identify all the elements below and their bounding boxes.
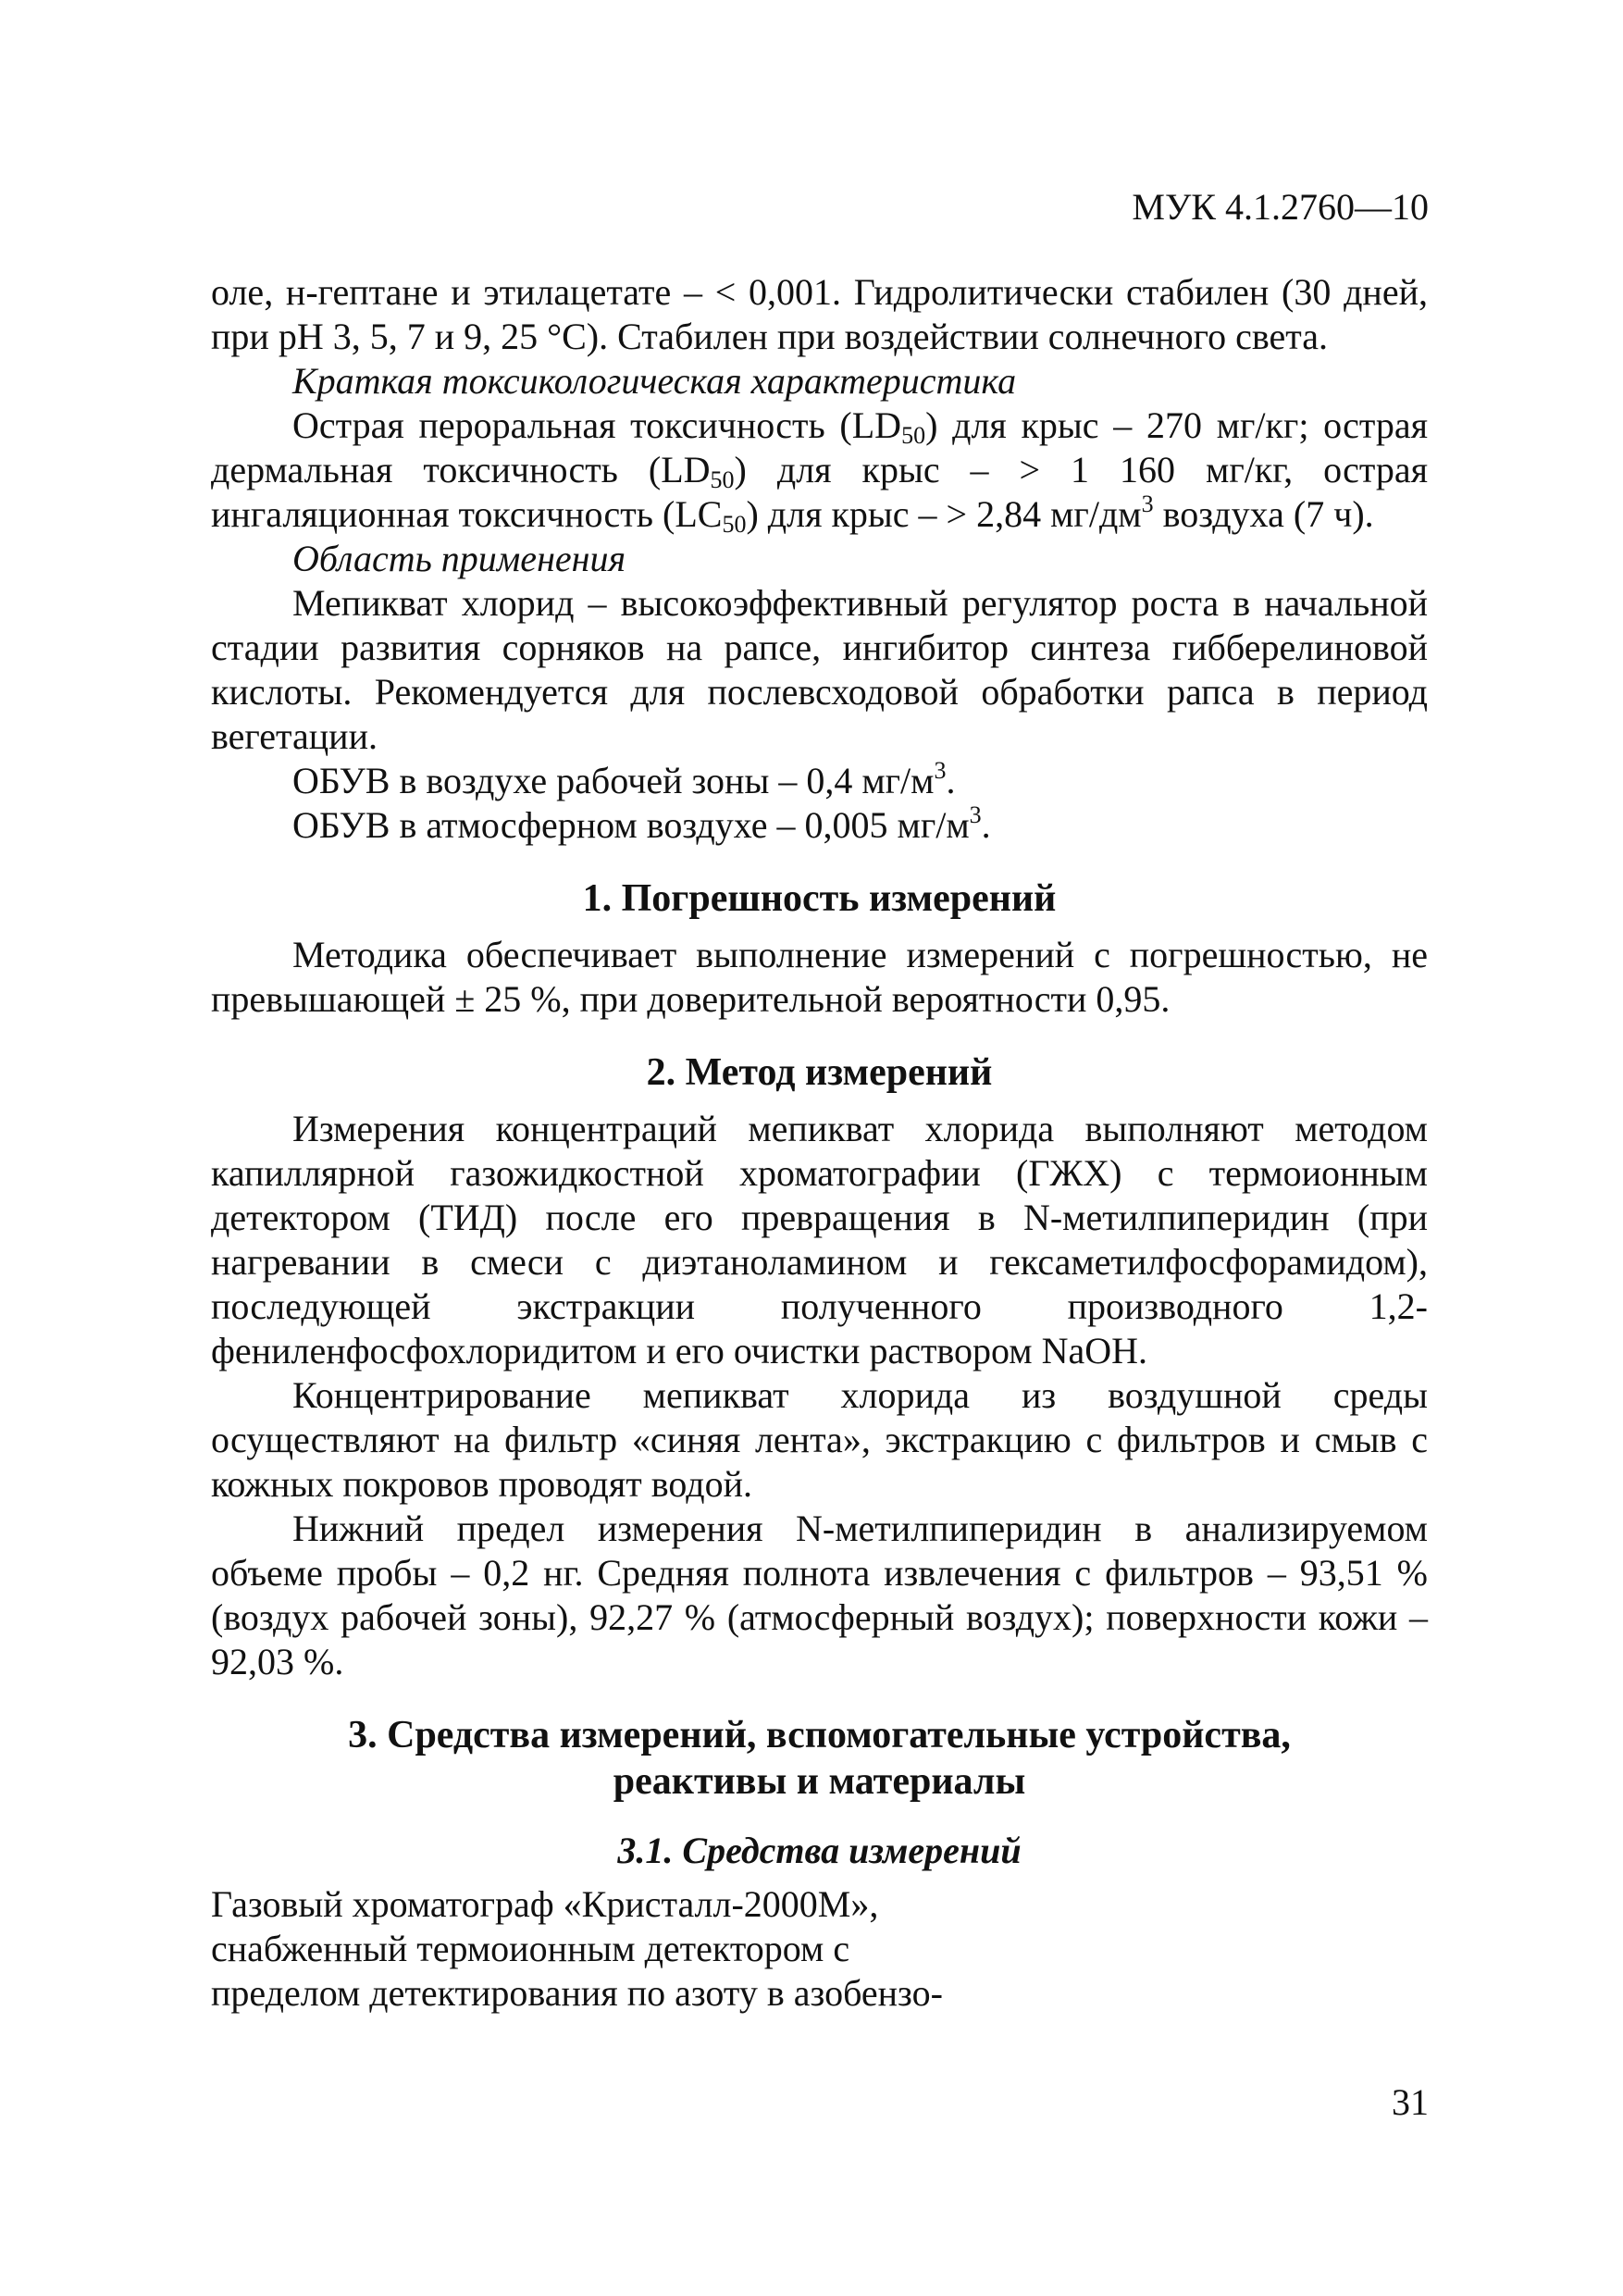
tox-text-5: воздуха (7 ч). (1153, 493, 1374, 535)
tox-text-3: ) для крыс – > 1 160 мг/кг, острая ингаляционная токсичность (LC (211, 449, 1429, 535)
obuv-atm-text: ОБУВ в атмосферном воздухе – 0,005 мг/м (292, 804, 970, 846)
section-2-title: 2. Метод измерений (646, 1051, 993, 1094)
intro-paragraph: оле, н-гептане и этилацетате – < 0,001. Гидролитически стабилен (30 дней, при pH 3, 5, 7 и 9, 25 °С). Стабилен при воздействии солнечного света. (211, 271, 1428, 357)
equipment-line-2: снабженный термоионным детектором с (211, 1928, 850, 1969)
document-code: МУК 4.1.2760—10 (1132, 186, 1429, 228)
obuv-work-zone (211, 759, 1428, 803)
tox-sup-1: 3 (1141, 490, 1154, 517)
tox-text-2: ) для крыс – 270 мг/кг; острая дермальная токсичность (LD (211, 404, 1429, 490)
obuv-work-text: ОБУВ в воздухе рабочей зоны – 0,4 мг/м (292, 760, 935, 801)
obuv-work-sup: 3 (934, 757, 947, 784)
tox-sub-1: 50 (901, 422, 926, 449)
tox-sub-3: 50 (722, 511, 747, 538)
tox-paragraph (211, 403, 1428, 537)
page-number: 31 (1392, 2081, 1429, 2123)
obuv-atmosphere (211, 803, 1428, 848)
section-3-title (211, 1712, 1428, 1805)
obuv-work-end: . (946, 760, 956, 801)
section-3-title-line-2: реактивы и материалы (613, 1760, 1026, 1803)
tox-text-1: Острая пероральная токсичность (LD (292, 404, 902, 446)
equipment-line-3: пределом детектирования по азоту в азобензо- (211, 1972, 943, 2014)
section-1-title: 1. Погрешность измерений (582, 877, 1057, 920)
section-2-paragraph-1: Измерения концентраций мепикват хлорида выполняют методом капиллярной газожидкостной хроматографии (ГЖХ) с термоионным детектором (ТИД) после его превращения в N-метилпиперидин (при нагревании в смеси с диэтаноламином и гексаметилфосфорамидом), последующей экстракции полученного производного 1,2-фениленфосфохлоридитом и его очистки раствором NaOH. (211, 1108, 1428, 1371)
section-2-paragraph-3: Нижний предел измерения N-метилпиперидин в анализируемом объеме пробы – 0,2 нг. Средняя полнота извлечения с фильтров – 93,51 % (воздух рабочей зоны), 92,27 % (атмосферный воздух); поверхности кожи – 92,03 %. (211, 1508, 1428, 1682)
document-body (211, 270, 1428, 2016)
subsection-3-1-title: 3.1. Средства измерений (617, 1830, 1022, 1871)
tox-text-4: ) для крыс – > 2,84 мг/дм (746, 493, 1142, 535)
equipment-list (211, 1882, 1428, 2016)
section-2-paragraph-2: Концентрирование мепикват хлорида из воздушной среды осуществляют на фильтр «синяя лента», экстракцию с фильтров и смыв с кожных покровов проводят водой. (211, 1374, 1428, 1505)
tox-sub-2: 50 (710, 466, 735, 493)
scope-heading: Область применения (292, 538, 626, 579)
scope-paragraph: Мепикват хлорид – высокоэффективный регулятор роста в начальной стадии развития сорняков на рапсе, ингибитор синтеза гибберелиновой кислоты. Рекомендуется для послевсходовой обработки рапса в период вегетации. (211, 582, 1428, 757)
tox-heading: Краткая токсикологическая характеристика (292, 360, 1017, 402)
equipment-line-1: Газовый хроматограф «Кристалл-2000М», (211, 1883, 879, 1925)
obuv-atm-sup: 3 (969, 801, 982, 828)
section-3-title-line-1: 3. Средства измерений, вспомогательные устройства, (348, 1714, 1291, 1756)
obuv-atm-end: . (981, 804, 991, 846)
section-1-paragraph: Методика обеспечивает выполнение измерений с погрешностью, не превышающей ± 25 %, при доверительной вероятности 0,95. (211, 934, 1428, 1020)
